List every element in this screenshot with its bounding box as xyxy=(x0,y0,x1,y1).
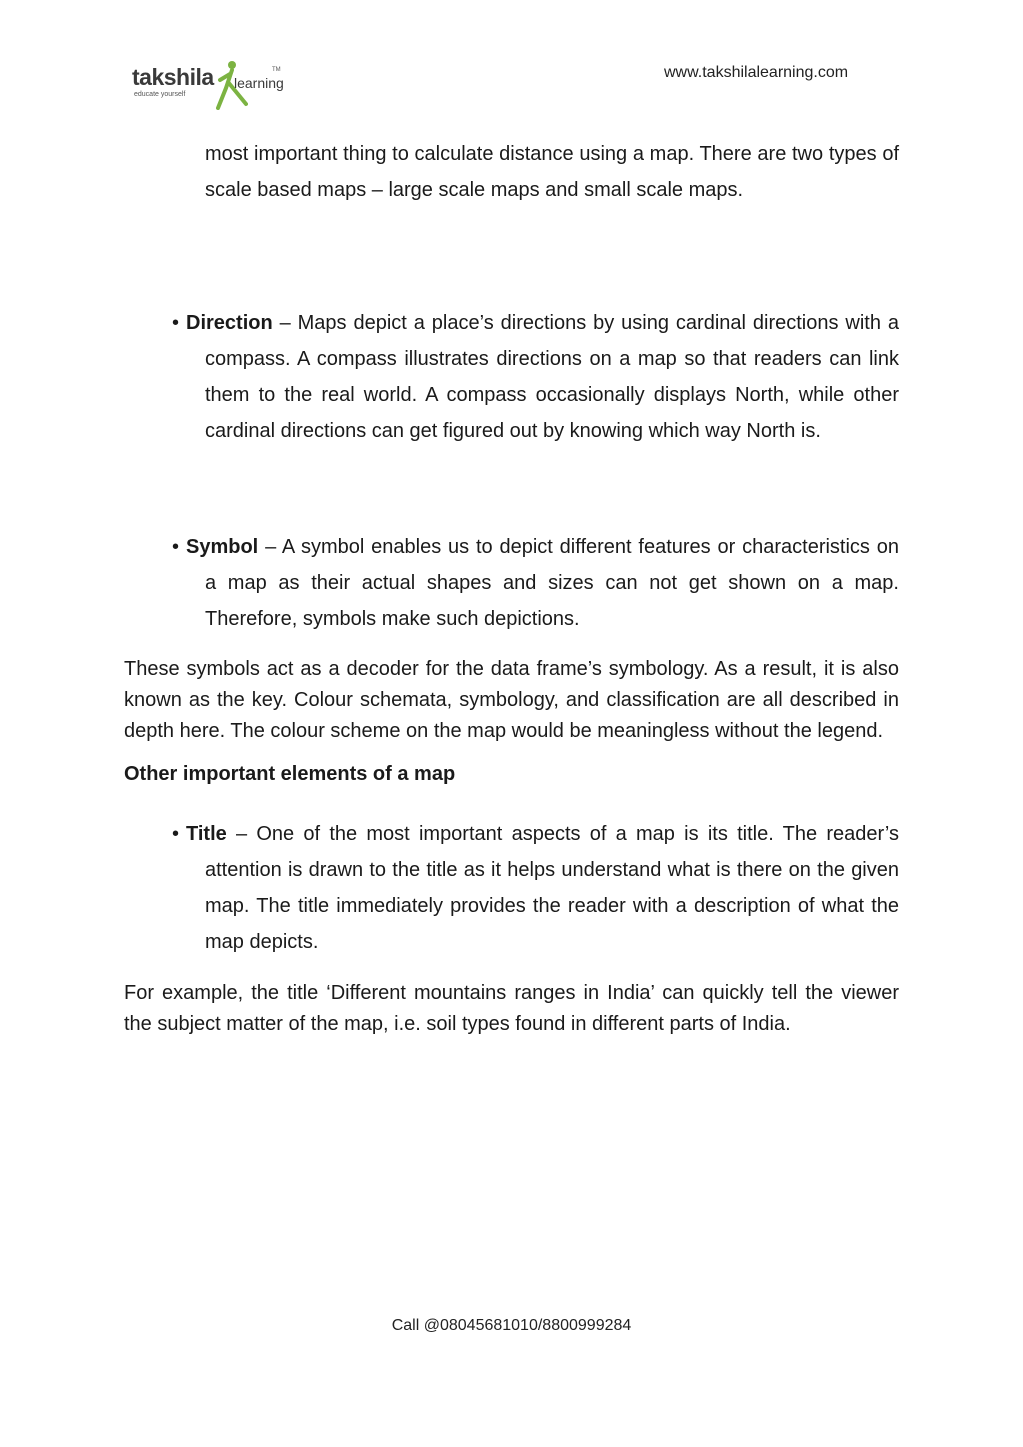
footer-contact: Call @08045681010/8800999284 xyxy=(391,1317,632,1334)
logo-main-text: takshila xyxy=(132,64,214,90)
document-body xyxy=(124,136,899,1040)
logo-second-text: learning xyxy=(234,75,284,91)
list-item-symbol xyxy=(124,529,899,637)
symbol-term: Symbol xyxy=(186,536,259,558)
bullet-icon: • xyxy=(172,536,180,558)
logo-tagline: educate yourself xyxy=(134,91,186,98)
list-item-direction xyxy=(124,305,899,449)
example-paragraph: For example, the title ‘Different mountains ranges in India’ can quickly tell the viewer the subject matter of the map, i.e. soil types found in different parts of India. xyxy=(124,982,899,1035)
logo-trademark: TM xyxy=(272,67,281,73)
other-elements-heading: Other important elements of a map xyxy=(124,763,456,785)
direction-text: – Maps depict a place’s directions by using cardinal directions with a compass. A compass illustrates directions on a map so that readers can link them to the real world. A compass occasionally displays North, while other cardinal directions can get figured out by knowing which way North is. xyxy=(205,312,899,442)
takshila-logo xyxy=(132,58,292,112)
bullet-icon: • xyxy=(172,823,180,845)
scale-continuation-text: most important thing to calculate distance using a map. There are two types of scale based maps – large scale maps and small scale maps. xyxy=(205,143,899,201)
symbols-paragraph: These symbols act as a decoder for the data frame’s symbology. As a result, it is also known as the key. Colour schemata, symbology, and classification are all described in depth here. The colour scheme on the map would be meaningless without the legend. xyxy=(124,658,899,742)
bullet-icon: • xyxy=(172,312,180,334)
list-item-title xyxy=(124,816,899,960)
scale-continuation xyxy=(124,136,899,208)
direction-term: Direction xyxy=(186,312,273,334)
title-text: – One of the most important aspects of a map is its title. The reader’s attention is drawn to the title as it helps understand what is there on the given map. The title immediately provides the reader with a description of what the map depicts. xyxy=(205,823,899,953)
site-url: www.takshilalearning.com xyxy=(664,64,849,81)
symbol-text: – A symbol enables us to depict different features or characteristics on a map as their actual shapes and sizes can not get shown on a map. Therefore, symbols make such depictions. xyxy=(205,536,899,630)
title-term: Title xyxy=(186,823,227,845)
